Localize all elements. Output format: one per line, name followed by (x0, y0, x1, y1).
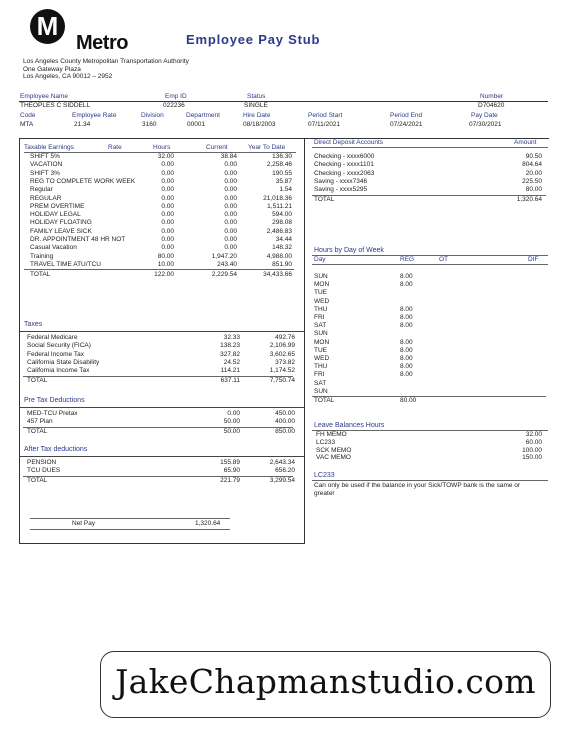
frame-bottom-rule (19, 543, 305, 544)
earnings-row (30, 236, 295, 244)
earning-hours: 0.00 (161, 244, 174, 252)
earning-name: FAMILY LEAVE SICK (30, 227, 92, 235)
taxes-name: Federal Medicare (27, 334, 78, 341)
earning-name: HOLIDAY FLOATING (30, 219, 92, 227)
deposit-account: Saving - xxxx7346 (314, 177, 368, 185)
earnings-row (30, 261, 295, 269)
earnings-total-row (30, 271, 295, 279)
earning-current: 0.00 (224, 202, 237, 210)
aftertax-ytd: 2,643.34 (269, 459, 295, 466)
hours-row (314, 355, 542, 363)
earnings-total-hours: 122.00 (154, 271, 174, 279)
taxes-name: California State Disability (27, 358, 100, 366)
watermark-box (100, 651, 551, 718)
hours-row (314, 306, 542, 314)
label-number: Number (480, 93, 504, 100)
hours-row (314, 314, 542, 322)
hours-reg: 8.00 (400, 273, 413, 280)
taxes-ytd: 2,106.99 (269, 342, 295, 350)
netpay-bottom-rule (30, 529, 230, 530)
leave-name: FH MEMO (316, 431, 347, 438)
org-street: One Gateway Plaza (23, 65, 81, 73)
deposit-account: Checking - xxxx6000 (314, 153, 375, 160)
hours-row (314, 347, 542, 355)
pretax-total-current: 50.00 (223, 427, 240, 435)
earnings-title: Taxable Earnings (24, 144, 74, 151)
aftertax-name: PENSION (27, 459, 57, 466)
taxes-table (27, 334, 295, 394)
earning-ytd: 34.44 (275, 236, 292, 243)
earnings-row (30, 244, 295, 252)
earnings-header (24, 144, 296, 152)
hours-dif-header: DIF (528, 256, 539, 263)
note-rule (312, 480, 548, 481)
pretax-rule (20, 407, 304, 408)
earning-hours: 10.00 (157, 260, 174, 268)
leave-name: VAC MEMO (316, 454, 351, 462)
page-title: Employee Pay Stub (186, 32, 321, 47)
deposit-row (314, 178, 542, 186)
deposit-amount: 80.00 (525, 186, 542, 194)
hours-row (314, 371, 542, 379)
hours-row (314, 322, 542, 330)
aftertax-title: After Tax deductions (24, 446, 88, 453)
pretax-row (27, 418, 295, 426)
taxes-ytd: 3,602.65 (269, 350, 295, 358)
leave-row (316, 431, 542, 439)
pretax-total-label: TOTAL (27, 427, 48, 435)
label-code: Code (20, 112, 36, 119)
hours-day: THU (314, 305, 328, 313)
hours-total-reg: 80.00 (400, 397, 417, 404)
aftertax-total-current: 221.79 (220, 476, 240, 484)
hours-row (314, 380, 542, 388)
label-department: Department (186, 112, 220, 119)
earning-current: 0.00 (224, 227, 237, 235)
aftertax-total-row (27, 477, 295, 485)
hours-row (314, 298, 542, 306)
earning-hours: 0.00 (161, 194, 174, 202)
earning-current: 0.00 (224, 194, 237, 202)
taxes-row (27, 342, 295, 350)
earning-name: VACATION (30, 161, 63, 169)
employee-number: D704620 (478, 102, 505, 109)
deposit-account: Checking - xxxx2063 (314, 169, 375, 177)
leave-value: 32.00 (525, 431, 542, 438)
deposit-row (314, 153, 542, 161)
earnings-row (30, 186, 295, 194)
leave-row (316, 447, 542, 455)
label-emp-id: Emp ID (165, 93, 187, 100)
aftertax-current: 65.90 (223, 467, 240, 475)
earning-current: 0.00 (224, 236, 237, 243)
pretax-current: 0.00 (227, 410, 240, 417)
label-period-start: Period Start (308, 112, 343, 119)
earnings-row (30, 211, 295, 219)
hours-reg: 8.00 (400, 363, 413, 371)
earning-name: DR. APPOINTMENT 48 HR NOT (30, 236, 126, 243)
earning-name: Training (30, 252, 54, 260)
earning-hours: 0.00 (161, 186, 174, 194)
hours-reg: 8.00 (400, 281, 413, 289)
pretax-title: Pre Tax Deductions (24, 397, 85, 404)
earnings-row (30, 219, 295, 227)
taxes-name: Social Security (FICA) (27, 342, 91, 350)
pretax-table (27, 410, 295, 440)
hours-day-header: Day (314, 256, 326, 263)
hours-day: WED (314, 297, 330, 305)
leave-value: 150.00 (522, 454, 542, 462)
earnings-row (30, 161, 295, 169)
hours-total-label: TOTAL (314, 397, 335, 404)
earnings-row (30, 195, 295, 203)
pretax-name: MED-TCU Pretax (27, 410, 78, 417)
earnings-current-header: Current (206, 144, 228, 151)
earning-name: HOLIDAY LEGAL (30, 211, 81, 219)
earning-hours: 0.00 (161, 161, 174, 169)
note-text: Can only be used if the balance in your Sick/TOWP bank is the same or greater (314, 482, 521, 497)
earning-ytd: 1,511.21 (267, 202, 292, 210)
hours-row (314, 281, 542, 289)
taxes-current: 32.33 (223, 334, 240, 341)
deposit-amount: 225.50 (522, 177, 542, 185)
label-hire-date: Hire Date (243, 112, 271, 119)
pay-date-value: 07/30/2021 (469, 121, 502, 128)
hours-header-rule (312, 264, 548, 265)
earning-current: 0.00 (224, 219, 237, 227)
earning-current: 0.00 (224, 244, 237, 252)
earnings-row (30, 203, 295, 211)
org-address (23, 58, 189, 81)
taxes-total-ytd: 7,750.74 (269, 376, 295, 384)
hours-row (314, 330, 542, 338)
hours-day: SUN (314, 273, 328, 280)
earning-name: TRAVEL TIME ATU/TCU (30, 260, 101, 268)
leave-name: SCK MEMO (316, 446, 352, 454)
deposit-row (314, 161, 542, 169)
taxes-current: 327.82 (220, 350, 240, 358)
hours-header (314, 256, 542, 264)
label-division: Division (141, 112, 164, 119)
hours-day: SAT (314, 379, 327, 387)
header-rule-1 (19, 101, 548, 102)
taxes-total-current: 637.11 (220, 376, 240, 384)
deposit-total-amount: 1,320.64 (516, 195, 542, 203)
earning-ytd: 298.08 (272, 219, 292, 227)
earnings-row (30, 253, 295, 261)
employee-rate-value: 21.34 (74, 121, 91, 128)
hours-reg-header: REG (400, 256, 415, 263)
hours-day: MON (314, 338, 330, 346)
earning-ytd: 594.00 (272, 211, 292, 219)
earning-ytd: 35.87 (275, 177, 292, 185)
deposit-row (314, 186, 542, 194)
hours-table (314, 273, 542, 418)
earnings-rate-header: Rate (108, 144, 122, 151)
earnings-total-label: TOTAL (30, 271, 51, 279)
employee-name: THEOPLES C SIDDELL (20, 102, 91, 109)
taxes-name: California Income Tax (27, 367, 90, 375)
earnings-ytd-header: Year To Date (248, 144, 286, 151)
hours-reg: 8.00 (400, 305, 413, 313)
emp-id: 022236 (163, 102, 185, 109)
metro-logo (28, 6, 140, 56)
leave-row (316, 454, 542, 462)
earning-hours: 0.00 (161, 169, 174, 177)
status-value: SINGLE (244, 102, 268, 109)
earnings-row (30, 170, 295, 178)
deposit-title: Direct Deposit Accounts (314, 139, 384, 146)
earning-ytd: 136.30 (272, 153, 292, 160)
aftertax-name: TCU DUES (27, 467, 61, 475)
leave-value: 100.00 (522, 446, 542, 454)
hours-reg: 8.00 (400, 355, 413, 362)
taxes-row (27, 359, 295, 367)
frame-top-rule (19, 138, 549, 139)
aftertax-total-label: TOTAL (27, 476, 48, 484)
deposit-total-row (314, 196, 542, 204)
hours-day: TUE (314, 289, 327, 297)
earning-hours: 0.00 (161, 177, 174, 185)
earning-ytd: 148.32 (272, 244, 292, 252)
earnings-total-rule (24, 269, 294, 270)
netpay-label: Net Pay (72, 520, 96, 527)
earning-current: 0.00 (224, 211, 237, 219)
taxes-row (27, 351, 295, 359)
earning-current: 38.84 (220, 153, 237, 160)
leave-value: 60.00 (525, 438, 542, 446)
deposit-account: Saving - xxxx5295 (314, 186, 368, 194)
earning-current: 0.00 (224, 186, 237, 194)
aftertax-current: 155.89 (220, 459, 240, 466)
hours-day: FRI (314, 314, 325, 321)
earnings-total-ytd: 34,433.66 (263, 271, 292, 279)
earning-ytd: 851.90 (272, 260, 292, 268)
earning-hours: 0.00 (161, 202, 174, 210)
taxes-row (27, 367, 295, 375)
period-end-value: 07/24/2021 (390, 121, 423, 128)
deposit-underline (312, 147, 548, 148)
hours-total-row (314, 397, 542, 405)
frame-left-line (19, 138, 20, 543)
hours-row (314, 289, 542, 297)
division-value: 3160 (142, 121, 157, 128)
taxes-total-row (27, 377, 295, 385)
taxes-current: 114.21 (220, 367, 240, 375)
earning-hours: 32.00 (157, 153, 174, 160)
taxes-total-label: TOTAL (27, 376, 48, 384)
earning-hours: 0.00 (161, 236, 174, 243)
taxes-title: Taxes (24, 321, 43, 328)
earning-hours: 0.00 (161, 227, 174, 235)
earning-name: SHIFT 5% (30, 153, 60, 160)
netpay-value: 1,320.64 (195, 520, 221, 527)
earning-name: REG TO COMPLETE WORK WEEK (30, 177, 136, 185)
deposit-table (314, 153, 542, 208)
taxes-current: 24.52 (223, 358, 240, 366)
label-employee-rate: Employee Rate (72, 112, 117, 119)
earning-name: Casual Vacation (30, 244, 77, 252)
earnings-hours-header: Hours (153, 144, 171, 151)
hours-day: WED (314, 355, 330, 362)
hire-date-value: 08/18/2003 (243, 121, 276, 128)
deposit-row (314, 170, 542, 178)
aftertax-ytd: 656.20 (275, 467, 295, 475)
taxes-row (27, 334, 295, 342)
earnings-row (30, 153, 295, 161)
hours-reg: 8.00 (400, 338, 413, 346)
leave-title: Leave Balances Hours (314, 422, 385, 429)
earning-current: 0.00 (224, 169, 237, 177)
deposit-amount: 804.64 (522, 161, 542, 169)
earning-ytd: 4,988.00 (266, 252, 292, 260)
label-status: Status (247, 93, 266, 100)
hours-day: SUN (314, 387, 328, 395)
deposit-amount: 90.50 (525, 153, 542, 160)
hours-row (314, 273, 542, 281)
earnings-total-current: 2,229.54 (211, 271, 237, 279)
frame-mid-line (304, 138, 305, 543)
hours-reg: 8.00 (400, 346, 413, 354)
earning-name: Regular (30, 186, 53, 194)
hours-day: THU (314, 363, 328, 371)
label-employee-name: Employee Name (20, 93, 69, 100)
earning-hours: 80.00 (157, 252, 174, 260)
taxes-ytd: 492.76 (275, 334, 295, 341)
earning-current: 0.00 (224, 177, 237, 185)
leave-table (316, 431, 542, 463)
label-period-end: Period End (390, 112, 423, 119)
code-value: MTA (20, 121, 34, 128)
hours-day: FRI (314, 371, 325, 379)
hours-ot-header: OT (439, 256, 449, 263)
deposit-total-label: TOTAL (314, 195, 335, 203)
earning-name: SHIFT 3% (30, 169, 60, 177)
earning-current: 243.40 (217, 260, 237, 268)
label-pay-date: Pay Date (471, 112, 498, 119)
hours-day: MON (314, 281, 330, 289)
earning-ytd: 21,018.36 (263, 194, 292, 202)
aftertax-total-ytd: 3,299.54 (269, 476, 295, 484)
hours-row (314, 388, 542, 396)
pretax-ytd: 400.00 (275, 418, 295, 426)
earning-ytd: 1.54 (279, 186, 292, 194)
netpay-top-rule (30, 518, 230, 519)
earning-hours: 0.00 (161, 211, 174, 219)
taxes-name: Federal Income Tax (27, 350, 84, 358)
earnings-row (30, 178, 295, 186)
hours-reg: 8.00 (400, 314, 413, 321)
metro-logo-circle: M (30, 9, 65, 44)
org-city: Los Angeles, CA 90012 – 2952 (23, 73, 113, 80)
pretax-name: 457 Plan (27, 418, 53, 426)
pretax-total-row (27, 428, 295, 436)
earning-ytd: 2,486.83 (266, 227, 292, 235)
pretax-total-ytd: 850.00 (275, 427, 295, 435)
note-title: LC233 (314, 472, 335, 479)
earnings-table (30, 153, 295, 288)
period-start-value: 07/11/2021 (308, 121, 341, 128)
leave-row (316, 439, 542, 447)
department-value: 00001 (187, 121, 206, 128)
pretax-ytd: 450.00 (275, 410, 295, 417)
hours-reg: 8.00 (400, 371, 413, 379)
deposit-amount-header: Amount (514, 139, 537, 146)
aftertax-row (27, 459, 295, 467)
hours-day: SUN (314, 330, 328, 338)
org-name: Los Angeles County Metropolitan Transportation Authority (23, 58, 189, 65)
deposit-account: Checking - xxxx1101 (314, 161, 374, 169)
earning-current: 0.00 (224, 161, 237, 169)
earning-hours: 0.00 (161, 219, 174, 227)
hours-day: TUE (314, 346, 327, 354)
earnings-row (30, 228, 295, 236)
watermark-text: JakeChapmanstudio.com (115, 662, 536, 701)
pretax-current: 50.00 (223, 418, 240, 426)
aftertax-table (27, 459, 295, 489)
metro-logo-word: Metro (76, 32, 128, 54)
taxes-rule (20, 331, 304, 332)
earning-ytd: 190.55 (272, 169, 292, 177)
hours-row (314, 363, 542, 371)
taxes-ytd: 373.82 (275, 358, 295, 366)
earning-name: PREM OVERTIME (30, 202, 85, 210)
taxes-ytd: 1,174.52 (269, 367, 295, 375)
pretax-row (27, 410, 295, 418)
earning-name: REGULAR (30, 194, 62, 202)
hours-row (314, 339, 542, 347)
hours-title: Hours by Day of Week (314, 247, 384, 254)
aftertax-row (27, 467, 295, 475)
deposit-amount: 20.00 (525, 169, 542, 177)
earning-current: 1,947.20 (211, 252, 237, 260)
hours-day: SAT (314, 322, 327, 330)
hours-reg: 8.00 (400, 322, 413, 330)
leave-name: LC233 (316, 438, 336, 446)
earning-ytd: 2,258.46 (266, 161, 292, 169)
taxes-current: 138.23 (220, 342, 240, 350)
aftertax-rule (20, 456, 304, 457)
